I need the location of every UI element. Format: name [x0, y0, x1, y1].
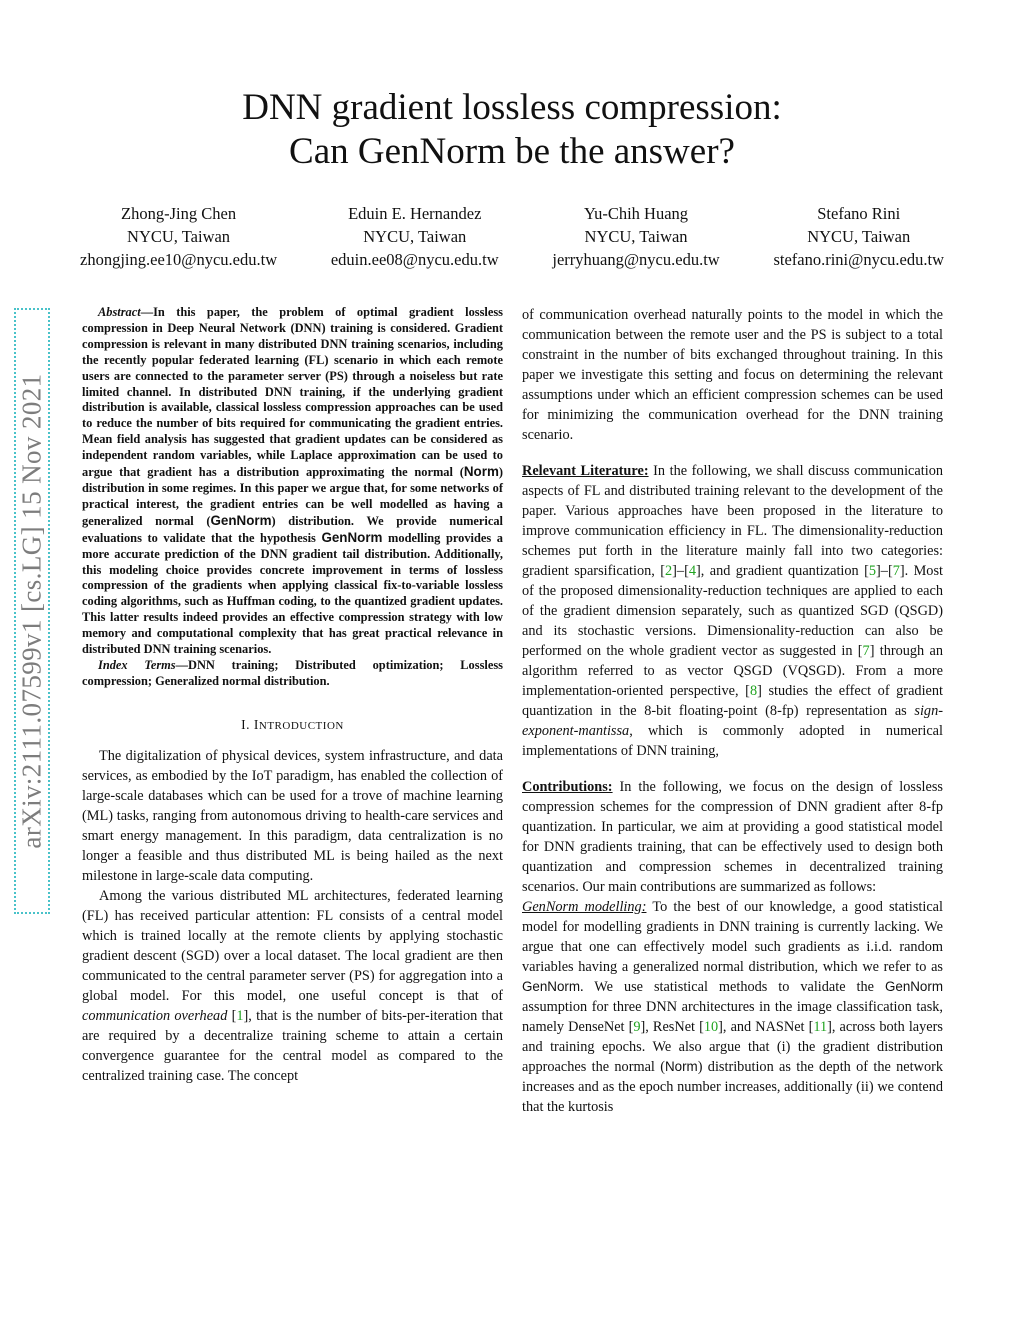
gennorm-modelling-paragraph: GenNorm modelling: To the best of our knowledge, a good statistical model for modelling gradients in DNN training is currently lacking. We argue that one can effectively model such gradients as i.i.d. random variables having a generalized normal distribution, which we refer to as GenNorm. We use statistical methods to validate the GenNorm assumption for three DNN architectures in the image classification task, namely DenseNet [9], ResNet [10], and NASNet [11], across both layers and training epochs. We also argue that (i) the gradient distribution approaches the normal (Norm) distribution as the depth of the network increases and as the epoch number increases, additionally (ii) we contend that the kurtosis	[522, 899, 943, 1115]
relevant-literature-heading: Relevant Literature:	[522, 463, 649, 479]
section-heading-introduction: I. INTRODUCTION	[241, 716, 344, 732]
norm-term: Norm	[463, 464, 499, 480]
author-block	[80, 202, 944, 271]
gennorm-modelling-heading: GenNorm modelling:	[522, 899, 647, 915]
arxiv-stamp[interactable]	[14, 308, 50, 914]
author-email: jerryhuang@nycu.edu.tw	[552, 250, 720, 269]
index-terms-label: Index Terms	[98, 657, 176, 672]
abstract-label: Abstract	[98, 305, 141, 319]
contributions-heading: Contributions:	[522, 779, 613, 795]
citation-link[interactable]: 9	[633, 1019, 641, 1035]
author-affiliation: NYCU, Taiwan	[127, 227, 231, 246]
author-email: eduin.ee08@nycu.edu.tw	[330, 250, 499, 269]
author-email: stefano.rini@nycu.edu.tw	[773, 250, 944, 269]
author-name: Eduin E. Hernandez	[348, 204, 482, 223]
author-email: zhongjing.ee10@nycu.edu.tw	[80, 250, 278, 269]
title-line-1: DNN gradient lossless compression:	[242, 87, 782, 128]
citation-link[interactable]: 7	[862, 643, 870, 659]
relevant-literature-paragraph: Relevant Literature: In the following, we shall discuss communication aspects of FL and distributed training relevant to the development of the paper. Various approaches have been proposed in the literature to improve communication efficiency in FL. The dimensionality-reduction schemes put forth in the literature mainly fall into two categories: gradient sparsification, [2]–[4], and gradient quantization [5]–[7]. Most of the proposed dimensionality-reduction techniques are applied to each of the gradient dimension separately, such as quantized SGD (QSGD) and its stochastic versions. Dimensionality-reduction can also be performed on the whole gradient vector as suggested in [7] through an algorithm referred to as vector QSGD (VQSGD). From a more implementation-oriented perspective, [8] studies the effect of gradient quantization in the 8-bit floating-point (8-fp) representation as sign-exponent-mantissa, which is commonly adopted in numerical implementations of DNN training,	[522, 463, 944, 759]
author-name: Stefano Rini	[817, 204, 901, 223]
author-name: Yu-Chih Huang	[584, 204, 689, 223]
author-name: Zhong-Jing Chen	[121, 204, 237, 223]
gennorm-term: GenNorm	[884, 979, 943, 994]
gennorm-term: GenNorm	[210, 512, 272, 528]
contributions-paragraph: Contributions: In the following, we focus on the design of lossless compression schemes for the compression of DNN gradient after 8-fp quantization. In particular, we aim at providing a good statistical model for DNN gradients training, that can be effectively used to design both quantization and compression schemes in decentralized training scenarios. Our main contributions are summarized as follows:	[522, 779, 943, 895]
intro-paragraph-1: The digitalization of physical devices, system infrastructure, and data services, as embodied by the IoT paradigm, has enabled the collection of large-scale databases which can be used for a trove of machine learning (ML) tasks, ranging from autonomous driving to health-care services and smart energy management. In this paradigm, data centralization is no longer a feasible and thus distributed ML is being hailed as the next milestone in large-scale data computing.	[82, 747, 503, 884]
citation-link[interactable]: 5	[868, 563, 877, 579]
author-3	[552, 202, 719, 271]
left-column	[82, 305, 503, 1086]
author-affiliation: NYCU, Taiwan	[584, 227, 688, 246]
arxiv-id: arXiv:2111.07599v1 [cs.LG] 15 Nov 2021	[16, 373, 47, 849]
citation-link[interactable]: 2	[665, 563, 673, 579]
author-affiliation: NYCU, Taiwan	[363, 227, 467, 246]
citation-link[interactable]: 10	[703, 1019, 719, 1035]
overhead-paragraph: of communication overhead naturally points to the model in which the communication between the remote user and the PS is subject to a total constraint in the number of bits exchanged throughout training. In this paper we investigate this setting and focus on determining the relevant assumptions under which an efficient compression schemes can be used for minimizing the communication overhead for the DNN training scenario.	[522, 307, 943, 443]
author-1	[80, 202, 277, 271]
right-column	[522, 305, 943, 1117]
author-4	[773, 202, 944, 271]
citation-link[interactable]: 11	[813, 1019, 828, 1035]
author-affiliation: NYCU, Taiwan	[807, 227, 911, 246]
norm-term: Norm	[664, 1059, 698, 1074]
citation-link[interactable]: 7	[892, 563, 900, 579]
index-terms: Index Terms—DNN training; Distributed optimization; Lossless compression; Generalized normal distribution.	[82, 657, 503, 688]
citation-link[interactable]: 4	[688, 563, 696, 579]
title-line-2: Can GenNorm be the answer?	[289, 131, 735, 172]
paper-title	[0, 86, 1024, 174]
gennorm-term: GenNorm	[522, 979, 581, 994]
abstract: Abstract—In this paper, the problem of optimal gradient lossless compression in Deep Neural Network (DNN) training is considered. Gradient compression is relevant in many distributed DNN training scenarios, including the recently popular federated learning (FL) scenario in which each remote users are connected to the parameter server (PS) through a noiseless but rate limited channel. In distributed DNN training, if the underlying gradient distribution is available, classical lossless compression approaches can be used to reduce the number of bits required for communicating the gradient entries. Mean field analysis has suggested that gradient updates can be considered as independent random variables, while Laplace approximation can be used to argue that gradient has a distribution approximating the normal (Norm) distribution in some regimes. In this paper we argue that, for some networks of practical interest, the gradient entries can be well modelled as having a generalized normal (GenNorm) distribution. We provide numerical evaluations to validate that the hypothesis GenNorm modelling provides a more accurate prediction of the DNN gradient tail distribution. Additionally, this modeling choice provides concrete improvement in terms of lossless compression of the gradients when applying classical fix-to-variable lossless coding algorithms, such as Huffman coding, to the quantized gradient updates. This latter results indeed provides an effective compression strategy with low memory and computational complexity that has great practical relevance in distributed DNN training scenarios.	[82, 305, 503, 657]
author-2	[331, 202, 499, 271]
gennorm-term: GenNorm	[321, 529, 383, 545]
intro-paragraph-2: Among the various distributed ML architectures, federated learning (FL) has received particular attention: FL consists of a central model which is trained locally at the remote clients by applying stochastic gradient descent (SGD) over a local dataset. The local gradient are then communicated to the central parameter server (PS) for aggregation into a global model. For this model, one useful concept is that of communication overhead [1], that is the number of bits-per-iteration that are required by a decentralize training scheme to attain a certain convergence guarantee for the central model as compared to the centralized training case. The concept	[82, 887, 503, 1084]
citation-link[interactable]: 1	[236, 1007, 244, 1024]
citation-link[interactable]: 8	[749, 683, 758, 699]
